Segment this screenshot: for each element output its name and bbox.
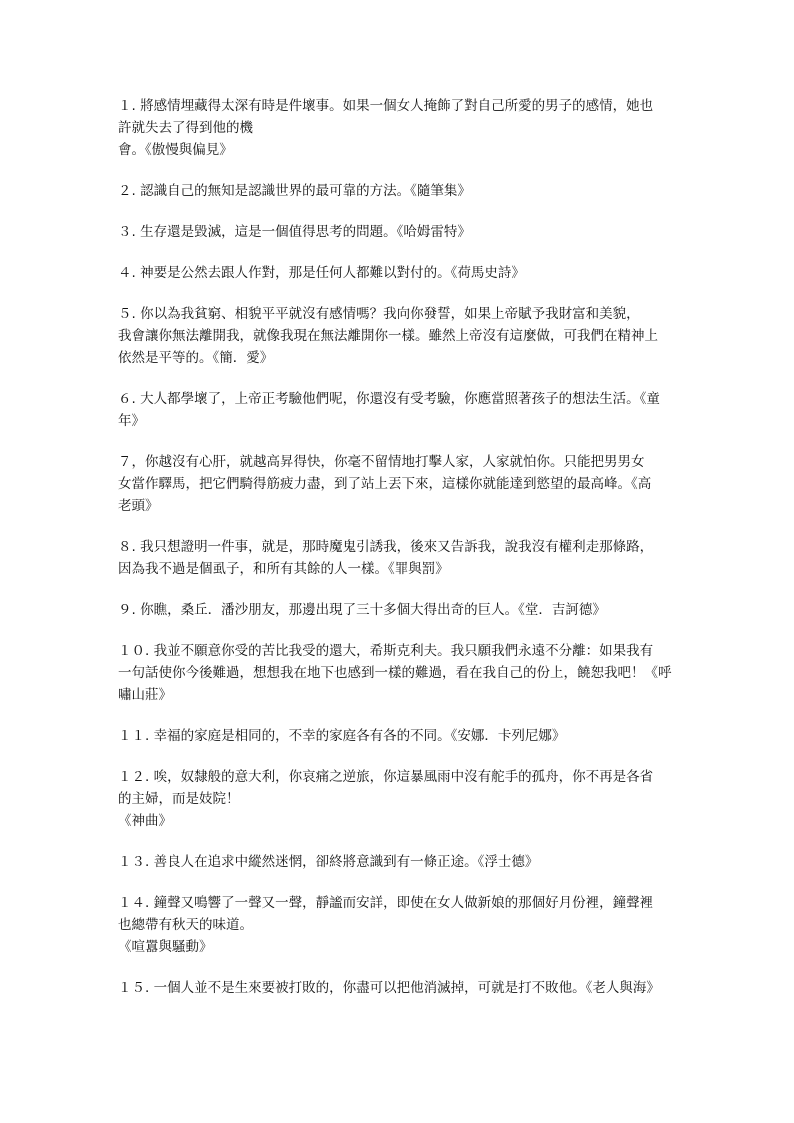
quote-paragraph [118,599,684,621]
quote-line: ９. 你瞧，桑丘．潘沙朋友，那邊出現了三十多個大得出奇的巨人。《堂．吉訶德》 [118,602,606,618]
quote-line: １５. 一個人並不是生來要被打敗的，你盡可以把他消滅掉，可就是打不敗他。《老人與海》 [118,980,660,996]
quote-line: 我會讓你無法離開我，就像我現在無法離開你一樣。雖然上帝沒有這麼做，可我們在精神上 [118,328,658,344]
quote-paragraph [118,262,684,284]
quote-line: 依然是平等的。《簡．愛》 [118,350,274,366]
quote-line: 嘯山莊》 [118,687,172,703]
quote-paragraph [118,892,684,958]
quote-line: ８. 我只想證明一件事，就是，那時魔鬼引誘我，後來又告訴我，說我沒有權利走那條路， [118,539,654,555]
quote-paragraph [118,977,684,999]
quote-paragraph [118,451,684,517]
quote-paragraph [118,95,684,161]
quote-line: １. 將感情埋藏得太深有時是件壞事。如果一個女人掩飾了對自己所愛的男子的感情，她也 [118,98,654,114]
quote-paragraph [118,766,684,832]
quote-paragraph [118,851,684,873]
quote-line: 一句話使你今後難過，想想我在地下也感到一樣的難過，看在我自己的份上，饒恕我吧！《呼 [118,665,672,681]
quote-line: ５. 你以為我貧窮、相貌平平就沒有感情嗎？我向你發誓，如果上帝賦予我財富和美貌， [118,306,640,322]
quote-line: １３. 善良人在追求中縱然迷惘，卻終將意識到有一條正途。《浮士德》 [118,854,539,870]
quote-line: １１. 幸福的家庭是相同的，不幸的家庭各有各的不同。《安娜．卡列尼娜》 [118,728,566,744]
quote-line: 女當作驛馬，把它們騎得筋疲力盡，到了站上丟下來，這樣你就能達到慾望的最高峰。《高 [118,476,652,492]
quote-line: 的主婦，而是妓院！ [118,791,240,807]
quote-line: ６. 大人都學壞了，上帝正考驗他們呢，你還沒有受考驗，你應當照著孩子的想法生活。《童 [118,391,660,407]
quote-line: ２. 認識自己的無知是認識世界的最可靠的方法。《隨筆集》 [118,183,471,199]
quote-paragraph [118,180,684,202]
quote-line: 年》 [118,413,145,429]
quote-line: １４. 鐘聲又鳴響了一聲又一聲，靜謐而安詳，即使在女人做新娘的那個好月份裡，鐘聲裡 [118,895,654,911]
quote-paragraph [118,725,684,747]
quote-line: ４. 神要是公然去跟人作對，那是任何人都難以對付的。《荷馬史詩》 [118,265,525,281]
quote-paragraph [118,640,684,706]
document-body [118,95,684,1018]
quote-line: 因為我不過是個虱子，和所有其餘的人一樣。《罪與罰》 [118,561,449,577]
quote-line: 老頭》 [118,498,159,514]
quote-line: 許就失去了得到他的機 [118,120,253,136]
quote-line: 會。《傲慢與偏見》 [118,142,233,158]
quote-paragraph [118,303,684,369]
quote-paragraph [118,221,684,243]
quote-line: １０. 我並不願意你受的苦比我受的還大，希斯克利夫。我只願我們永遠不分離：如果我有 [118,643,654,659]
quote-line: 《神曲》 [118,813,172,829]
quote-paragraph [118,536,684,580]
quote-line: １２. 唉，奴隸般的意大利，你哀痛之逆旅，你這暴風雨中沒有舵手的孤舟，你不再是各省 [118,769,654,785]
quote-paragraph [118,388,684,432]
quote-line: 也總帶有秋天的味道。 [118,917,253,933]
quote-line: ３. 生存還是毀滅，這是一個值得思考的問題。《哈姆雷特》 [118,224,471,240]
quote-line: 《喧囂與騷動》 [118,939,213,955]
quote-line: ７，你越沒有心肝，就越高昇得快，你毫不留情地打擊人家，人家就怕你。只能把男男女 [118,454,645,470]
